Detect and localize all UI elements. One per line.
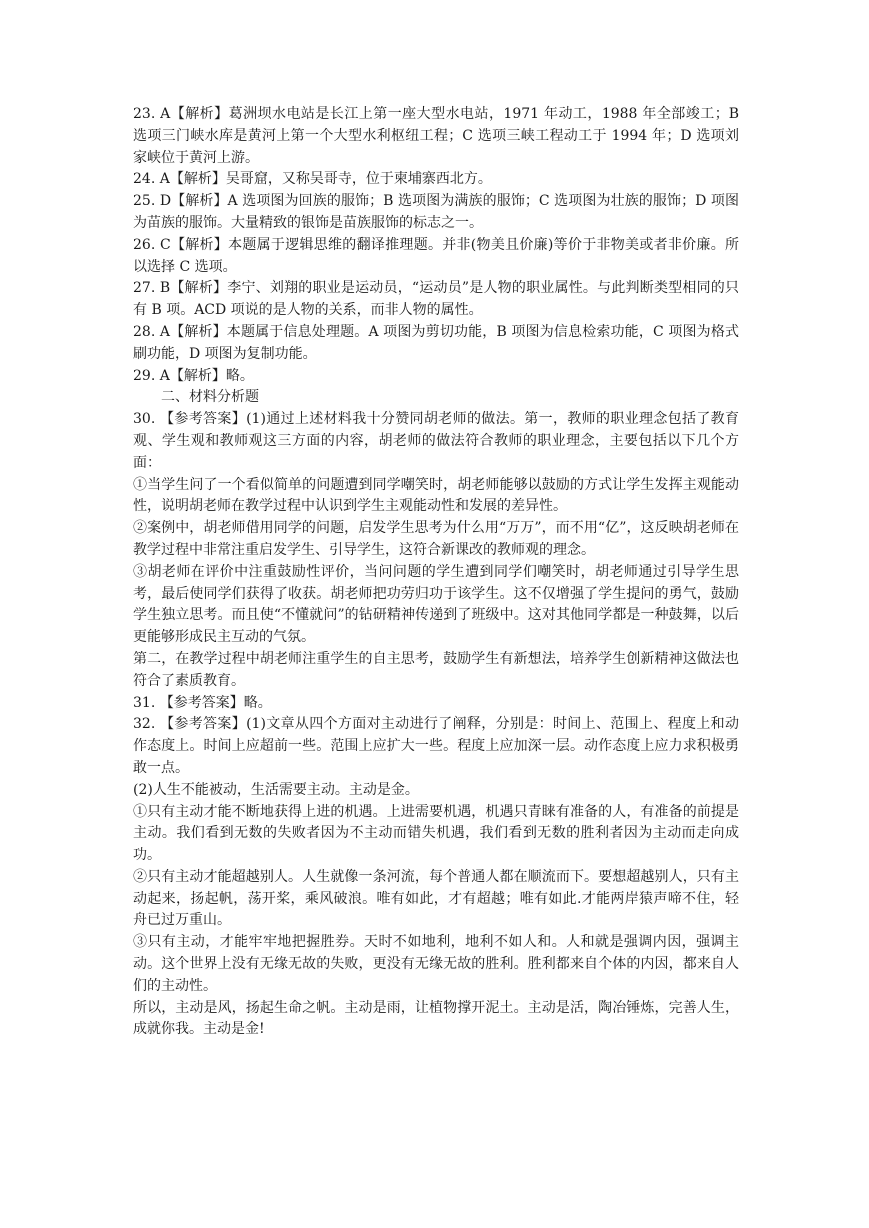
answer-24: 24. A【解析】吴哥窟，又称吴哥寺，位于柬埔寨西北方。 (133, 171, 492, 188)
answer-32-point-1: ①只有主动才能不断地获得上进的机遇。上进需要机遇，机遇只青睐有准备的人，有准备的前提是主动。我们看到无数的失败者因为不主动而错失机遇，我们看到无数的胜利者因为主动而走向成功。 (133, 803, 739, 864)
answer-30-point-3: ③胡老师在评价中注重鼓励性评价，当问问题的学生遭到同学们嘲笑时，胡老师通过引导学生思考，最后使同学们获得了收获。胡老师把功劳归功于该学生。这不仅增强了学生提问的勇气，鼓励学生独立思考。而且使“不懂就问”的钻研精神传递到了班级中。这对其他同学都是一种鼓舞，以后更能够形成民主互动的气氛。 (133, 563, 739, 646)
answer-32-point-2: ②只有主动才能超越别人。人生就像一条河流，每个普通人都在顺流而下。要想超越别人，只有主动起来，扬起帆，荡开桨，乘风破浪。唯有如此，才有超越；唯有如此.才能两岸猿声啼不住，轻舟已过万重山。 (133, 868, 739, 929)
answer-32-part-2: (2)人生不能被动，生活需要主动。主动是金。 (133, 781, 419, 798)
document-body (133, 104, 739, 1041)
section-heading: 二、材料分析题 (161, 389, 259, 406)
answer-29: 29. A【解析】略。 (133, 367, 254, 384)
answer-26: 26. C【解析】本题属于逻辑思维的翻译推理题。并非(物美且价廉)等价于非物美或者非价廉。所以选择 C 选项。 (133, 236, 739, 275)
answer-32-conclusion: 所以，主动是风，扬起生命之帆。主动是雨，让植物撑开泥土。主动是活，陶冶锤炼，完善人生，成就你我。主动是金! (133, 999, 739, 1038)
answer-30-point-2: ②案例中，胡老师借用同学的问题，启发学生思考为什么用“万万”，而不用“亿”，这反映胡老师在教学过程中非常注重启发学生、引导学生，这符合新课改的教师观的理念。 (133, 520, 739, 558)
answer-23: 23. A【解析】葛洲坝水电站是长江上第一座大型水电站，1971 年动工，1988 年全部竣工；B 选项三门峡水库是黄河上第一个大型水利枢纽工程；C 选项三峡工程动工于 1994 年；D 选项刘家峡位于黄河上游。 (133, 106, 739, 166)
answer-28: 28. A【解析】本题属于信息处理题。A 项图为剪切功能，B 项图为信息检索功能，C 项图为格式刷功能，D 项图为复制功能。 (133, 323, 739, 362)
answer-27: 27. B【解析】李宁、刘翔的职业是运动员，“运动员”是人物的职业属性。与此判断类型相同的只有 B 项。ACD 项说的是人物的关系，而非人物的属性。 (133, 280, 739, 319)
answer-25: 25. D【解析】A 选项图为回族的服饰；B 选项图为满族的服饰；C 选项图为壮族的服饰；D 项图为苗族的服饰。大量精致的银饰是苗族服饰的标志之一。 (133, 193, 739, 231)
answer-30: 30. 【参考答案】(1)通过上述材料我十分赞同胡老师的做法。第一，教师的职业理念包括了教育观、学生观和教师观这三方面的内容，胡老师的做法符合教师的职业理念，主要包括以下几个方面： (133, 411, 739, 471)
answer-30-point-1: ①当学生问了一个看似简单的问题遭到同学嘲笑时，胡老师能够以鼓励的方式让学生发挥主观能动性，说明胡老师在教学过程中认识到学生主观能动性和发展的差异性。 (133, 476, 739, 515)
answer-32: 32. 【参考答案】(1)文章从四个方面对主动进行了阐释，分别是：时间上、范围上、程度上和动作态度上。时间上应超前一些。范围上应扩大一些。程度上应加深一层。动作态度上应力求积极勇敢一点。 (133, 716, 739, 776)
answer-30-second: 第二，在教学过程中胡老师注重学生的自主思考，鼓励学生有新想法，培养学生创新精神这做法也符合了素质教育。 (133, 650, 739, 689)
answer-32-point-3: ③只有主动，才能牢牢地把握胜券。天时不如地利，地利不如人和。人和就是强调内因，强调主动。这个世界上没有无缘无故的失败，更没有无缘无故的胜利。胜利都来自个体的内因，都来自人们的主动性。 (133, 934, 739, 994)
answer-31: 31. 【参考答案】略。 (133, 694, 272, 711)
